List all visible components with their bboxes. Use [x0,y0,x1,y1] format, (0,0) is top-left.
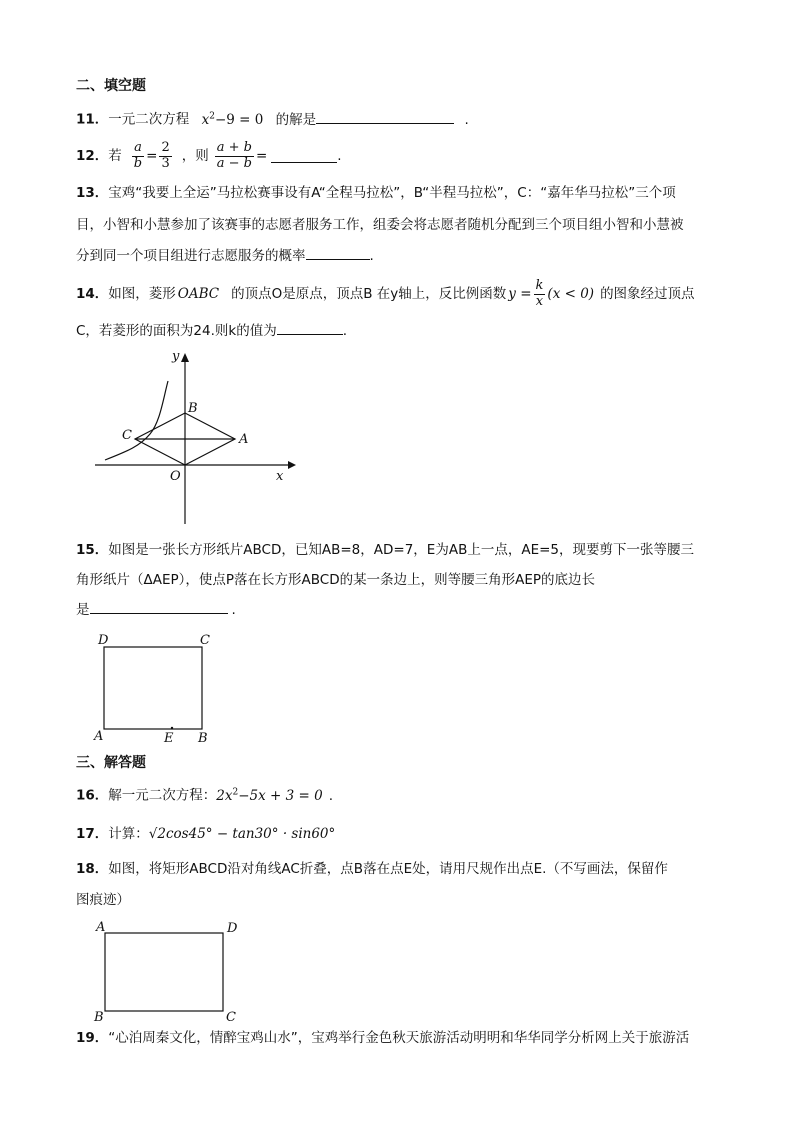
question-number: 15． [76,542,109,558]
question-number: 12． [76,147,109,164]
answer-blank[interactable] [306,259,370,260]
question-number: 19． [76,1030,109,1046]
fraction-two-thirds: $\frac{2}{3}$ [161,140,170,171]
question-15-line-2: 角形纸片（ΔAEP），使点P落在长方形ABCD的某一条边上，则等腰三角形AEP的底边长 [76,572,596,588]
fraction-a-over-b: $\frac{a}{b}$ [133,140,143,171]
label-B: B [198,731,208,746]
label-D: D [98,633,109,648]
figure-18-rectangle [90,918,250,1023]
question-13-line-1: 13．宝鸡“我要上全运”马拉松赛事设有A“全程马拉松”，B“半程马拉松”，C：“嘉年华马拉松”三个项 [76,185,676,201]
label-O: O [170,469,181,484]
label-B: B [188,401,198,416]
q12-mid: ，则 [181,147,209,164]
fraction-sum-over-diff: $\frac{a + b}{a - b}$ [216,140,252,171]
question-number: 16． [76,787,109,804]
question-19-line-1: 19．“心泊周秦文化，情醉宝鸡山水”，宝鸡举行金色秋天旅游活动明明和华华同学分析网上关于旅游活 [76,1030,690,1046]
section-title-solve: 三、解答题 [76,755,146,771]
question-number: 14． [76,285,109,302]
label-C: C [200,633,210,648]
question-18-line-2: 图痕迹） [76,892,130,908]
q16-equation: $2x^2-5x + 3 = 0$ [216,787,323,804]
label-C: C [122,428,132,443]
label-A: A [96,920,106,935]
question-13-line-3: 分到同一个项目组进行志愿服务的概率 . [76,248,374,264]
question-16: 16．解一元二次方程：$2x^2-5x + 3 = 0$ . [76,787,334,804]
answer-blank[interactable] [271,162,337,163]
section-title-fill-in: 二、填空题 [76,78,146,94]
question-number: 17． [76,826,109,842]
answer-blank[interactable] [277,334,343,335]
question-number: 13． [76,185,109,201]
figure-14-rhombus-graph [90,348,300,528]
question-14-line-2: C，若菱形的面积为24.则k的值为 . [76,323,348,339]
label-A: A [239,432,249,447]
rectangle-ABCD [105,933,223,1011]
x-axis-arrow [288,461,296,469]
question-15-line-3: 是 . [76,602,236,618]
question-18-line-1: 18．如图，将矩形ABCD沿对角线AC折叠，点B落在点E处，请用尺规作出点E.（不写画法，保留作 [76,861,668,877]
question-12: 12． 若 $\frac{a}{b}$ = $\frac{2}{3}$ ，则 $\frac{a + b}{a - b}$ = . [76,140,342,171]
question-15-line-1: 15．如图是一张长方形纸片ABCD，已知AB=8，AD=7，E为AB上一点，AE=5，现要剪下一张等腰三 [76,542,694,558]
label-B: B [94,1010,104,1025]
question-11: 11．一元二次方程 $x^2-9 = 0$ 的解是 . [76,111,469,128]
q11-prefix: 一元二次方程 [108,111,190,128]
question-number: 11． [76,111,109,128]
figure-15-rectangle [90,630,220,748]
q11-suffix: 的解是 [275,111,317,128]
answer-blank[interactable] [316,123,454,124]
rhombus-name: OABC [177,285,220,302]
q12-prefix: 若 [108,147,122,164]
question-number: 18． [76,861,109,877]
question-13-line-2: 目，小智和小慧参加了该赛事的志愿者服务工作，组委会将志愿者随机分配到三个项目组小智和小慧被 [76,217,684,233]
label-x: x [276,469,284,484]
q17-expression: √2cos45° − tan30° · sin60° [148,826,336,842]
answer-blank[interactable] [90,613,228,614]
rectangle-ABCD [104,647,202,729]
q11-equation: $x^2-9 = 0$ [201,111,264,128]
y-axis-arrow [181,353,189,362]
label-E: E [164,731,174,746]
question-17: 17．计算：√2cos45° − tan30° · sin60° [76,826,336,842]
fraction-k-over-x: $\frac{k}{x}$ [535,278,544,309]
label-C: C [226,1010,236,1025]
point-E [171,727,173,729]
label-y: y [172,349,180,364]
label-A: A [94,729,104,744]
label-D: D [227,921,238,936]
question-14-line-1: 14． 如图，菱形 OABC 的顶点O是原点，顶点B 在y轴上，反比例函数 y = $\frac{k}{x}$ (x < 0) 的图象经过顶点 [76,278,695,309]
hyperbola-curve [105,381,168,460]
